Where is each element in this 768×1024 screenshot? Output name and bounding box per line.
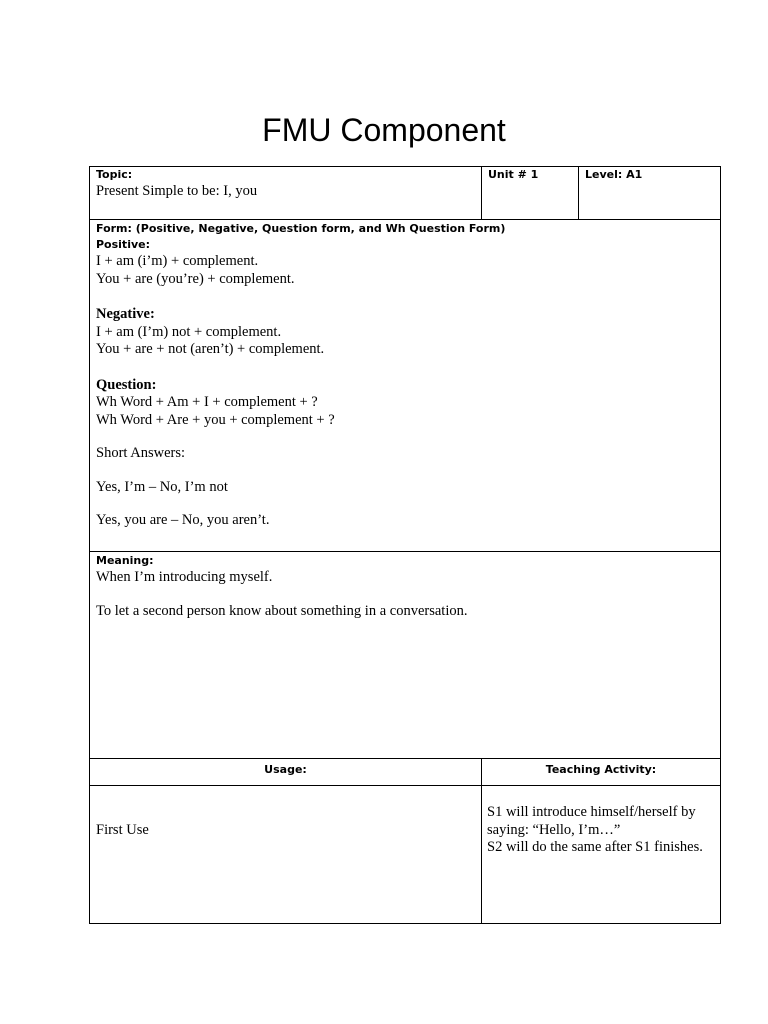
meaning-cell bbox=[96, 553, 716, 620]
teaching-activity-header: Teaching Activity: bbox=[545, 763, 657, 776]
negative-line: I + am (I’m) not + complement. bbox=[96, 323, 282, 340]
teaching-activity-line: S2 will do the same after S1 finishes. bbox=[487, 839, 703, 855]
question-line: Wh Word + Am + I + complement + ? bbox=[96, 394, 318, 410]
row-divider-meaning bbox=[89, 758, 721, 759]
topic-label: Topic: bbox=[96, 168, 133, 181]
topic-cell bbox=[96, 167, 476, 201]
usage-header: Usage: bbox=[264, 763, 307, 776]
teaching-activity-line: saying: “Hello, I’m…” bbox=[487, 821, 621, 838]
form-cell bbox=[96, 221, 716, 530]
usage-header-cell bbox=[90, 762, 481, 778]
question-label: Question: bbox=[96, 376, 157, 393]
short-answer-line: Yes, you are – No, you aren’t. bbox=[96, 512, 270, 528]
negative-label: Negative: bbox=[96, 306, 155, 322]
unit-cell bbox=[488, 167, 574, 183]
row-divider-topic bbox=[89, 219, 721, 220]
usage-value-cell bbox=[96, 822, 476, 840]
topic-value: Present Simple to be: I, you bbox=[96, 183, 258, 199]
level-label: Level: A1 bbox=[585, 168, 643, 181]
unit-label: Unit # 1 bbox=[488, 168, 539, 181]
negative-line: You + are + not (aren’t) + complement. bbox=[96, 341, 325, 357]
col-divider-unit bbox=[481, 166, 482, 220]
teaching-activity-header-cell bbox=[482, 762, 720, 778]
meaning-label: Meaning: bbox=[96, 554, 154, 567]
usage-value: First Use bbox=[96, 822, 149, 838]
row-divider-headers bbox=[89, 785, 721, 786]
short-answers-label: Short Answers: bbox=[96, 445, 186, 461]
form-heading: Form: (Positive, Negative, Question form, and Wh Question Form) bbox=[96, 222, 506, 235]
positive-label: Positive: bbox=[96, 238, 150, 251]
row-divider-form bbox=[89, 551, 721, 552]
col-divider-level bbox=[578, 166, 579, 220]
short-answer-line: Yes, I’m – No, I’m not bbox=[96, 478, 228, 495]
document-title: FMU Component bbox=[262, 112, 506, 148]
col-divider-usage bbox=[481, 758, 482, 924]
teaching-activity-cell bbox=[487, 804, 719, 857]
positive-line: You + are (you’re) + complement. bbox=[96, 270, 295, 287]
meaning-line: When I’m introducing myself. bbox=[96, 569, 273, 585]
question-line: Wh Word + Are + you + complement + ? bbox=[96, 411, 335, 428]
teaching-activity-line: S1 will introduce himself/herself by bbox=[487, 804, 696, 820]
meaning-line: To let a second person know about something in a conversation. bbox=[96, 602, 468, 619]
level-cell bbox=[585, 167, 715, 183]
positive-line: I + am (i’m) + complement. bbox=[96, 253, 259, 269]
